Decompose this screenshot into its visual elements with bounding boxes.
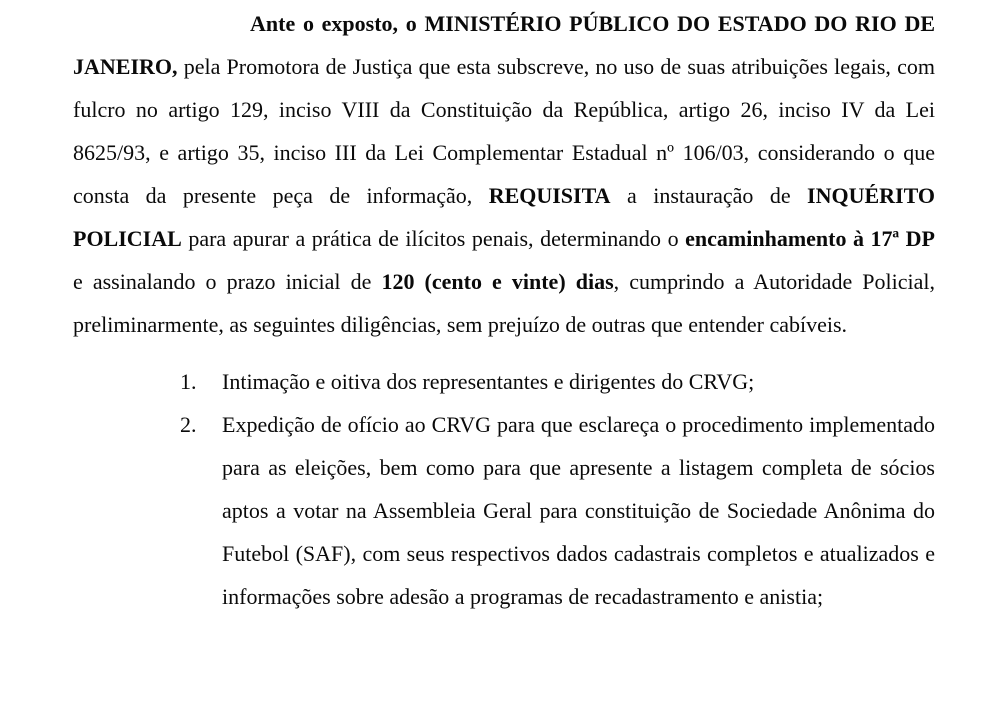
- main-paragraph: Ante o exposto, o MINISTÉRIO PÚBLICO DO ESTADO DO RIO DE JANEIRO, pela Promotora de Justiça que esta subscreve, no uso de suas atribuições legais, com fulcro no artigo 129, inciso VIII da Constituição da República, artigo 26, inciso IV da Lei 8625/93, e artigo 35, inciso III da Lei Complementar Estadual nº 106/03, considerando o que consta da presente peça de informação, REQUISITA a instauração de INQUÉRITO POLICIAL para apurar a prática de ilícitos penais, determinando o encaminhamento à 17ª DP e assinalando o prazo inicial de 120 (cento e vinte) dias, cumprindo a Autoridade Policial, preliminarmente, as seguintes diligências, sem prejuízo de outras que entender cabíveis.: [73, 11, 936, 337]
- list-item: [180, 360, 935, 403]
- list-item-number: 2.: [180, 412, 197, 437]
- list-item-number: 1.: [180, 369, 197, 394]
- diligence-list: [73, 360, 935, 618]
- list-item-text: Expedição de ofício ao CRVG para que esclareça o procedimento implementado para as eleições, bem como para que apresente a listagem completa de sócios aptos a votar na Assembleia Geral para constituição de Sociedade Anônima do Futebol (SAF), com seus respectivos dados cadastrais completos e atualizados e informações sobre adesão a programas de recadastramento e anistia;: [222, 412, 935, 609]
- list-item: [180, 403, 935, 618]
- list-item-text: Intimação e oitiva dos representantes e dirigentes do CRVG;: [222, 369, 755, 394]
- document-body: [73, 2, 935, 618]
